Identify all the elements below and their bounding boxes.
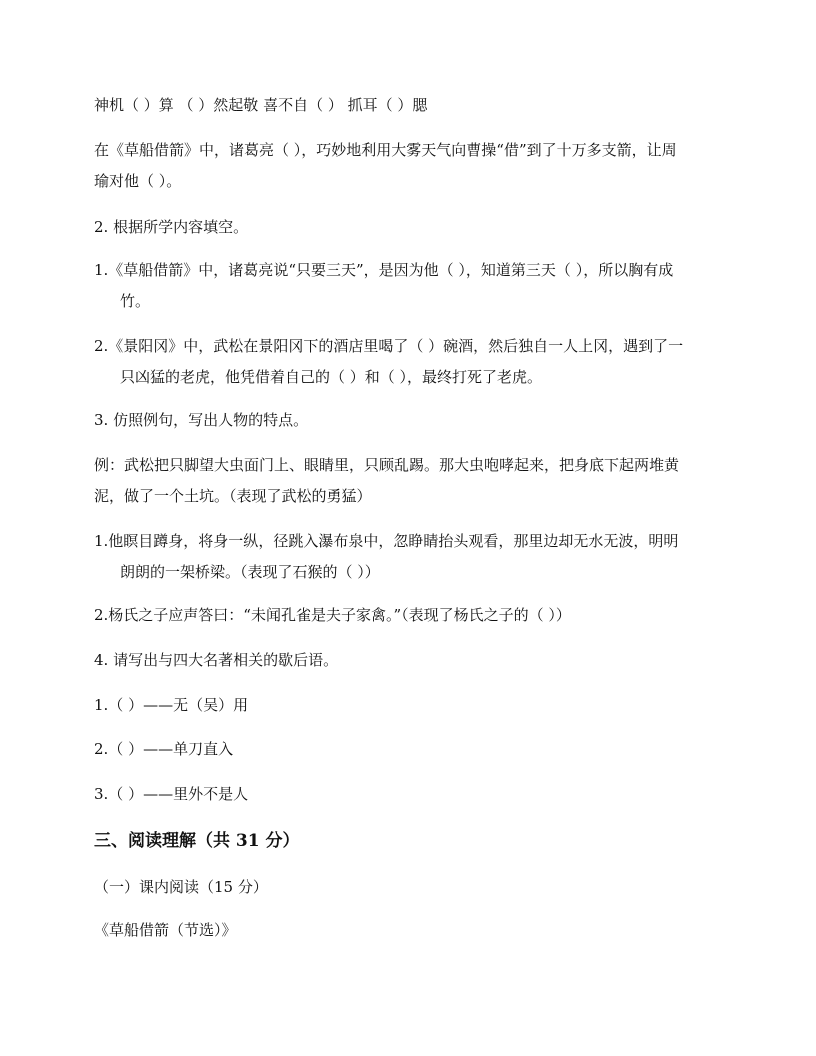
subsection-1-heading: （一）课内阅读（15 分） <box>94 878 268 896</box>
item-line: 2.《景阳冈》中，武松在景阳冈下的酒店里喝了（ ）碗酒，然后独自一人上冈，遇到了一 <box>94 337 684 355</box>
idiom-fill-line: 神机（ ）算 （ ）然起敬 喜不自（ ） 抓耳（ ）腮 <box>94 96 428 114</box>
question-4-item-3: 3.（ ）——里外不是人 <box>94 785 249 803</box>
question-4-item-2: 2.（ ）——单刀直入 <box>94 740 234 758</box>
paragraph-line: 瑜对他（ ）。 <box>94 172 182 190</box>
paragraph-line: 在《草船借箭》中，诸葛亮（ ），巧妙地利用大雾天气向曹操“借”到了十万多支箭，让周 <box>94 141 677 159</box>
item-line: 1.《草船借箭》中，诸葛亮说“只要三天”，是因为他（ ），知道第三天（ ），所以胸有成 <box>94 261 674 279</box>
question-4-title: 4. 请写出与四大名著相关的歇后语。 <box>94 651 339 669</box>
paragraph-caocao-fill <box>94 135 724 197</box>
question-3-item-1 <box>94 526 724 588</box>
example-line: 泥，做了一个土坑。（表现了武松的勇猛） <box>94 487 372 505</box>
question-2-item-1 <box>94 255 724 317</box>
passage-title: 《草船借箭（节选）》 <box>94 921 237 939</box>
item-line-continued: 竹。 <box>120 292 151 310</box>
section-3-heading: 三、阅读理解（共 31 分） <box>94 831 300 851</box>
item-line-continued: 朗朗的一架桥梁。（表现了石猴的（ ）） <box>120 563 380 581</box>
example-line: 例：武松把只脚望大虫面门上、眼睛里，只顾乱踢。那大虫咆哮起来，把身底下起两堆黄 <box>94 456 680 474</box>
question-4-item-1: 1.（ ）——无（吴）用 <box>94 696 249 714</box>
question-3-title: 3. 仿照例句，写出人物的特点。 <box>94 411 309 429</box>
example-sentence <box>94 450 724 512</box>
item-line: 1.他瞑目蹲身，将身一纵，径跳入瀑布泉中，忽睁睛抬头观看，那里边却无水无波，明明 <box>94 532 679 550</box>
question-2-title: 2. 根据所学内容填空。 <box>94 218 249 236</box>
question-2-item-2 <box>94 331 724 393</box>
question-3-item-2: 2.杨氏之子应声答曰：“未闻孔雀是夫子家禽。”（表现了杨氏之子的（ ）） <box>94 606 571 624</box>
item-line-continued: 只凶猛的老虎，他凭借着自己的（ ）和（ ），最终打死了老虎。 <box>120 368 543 386</box>
